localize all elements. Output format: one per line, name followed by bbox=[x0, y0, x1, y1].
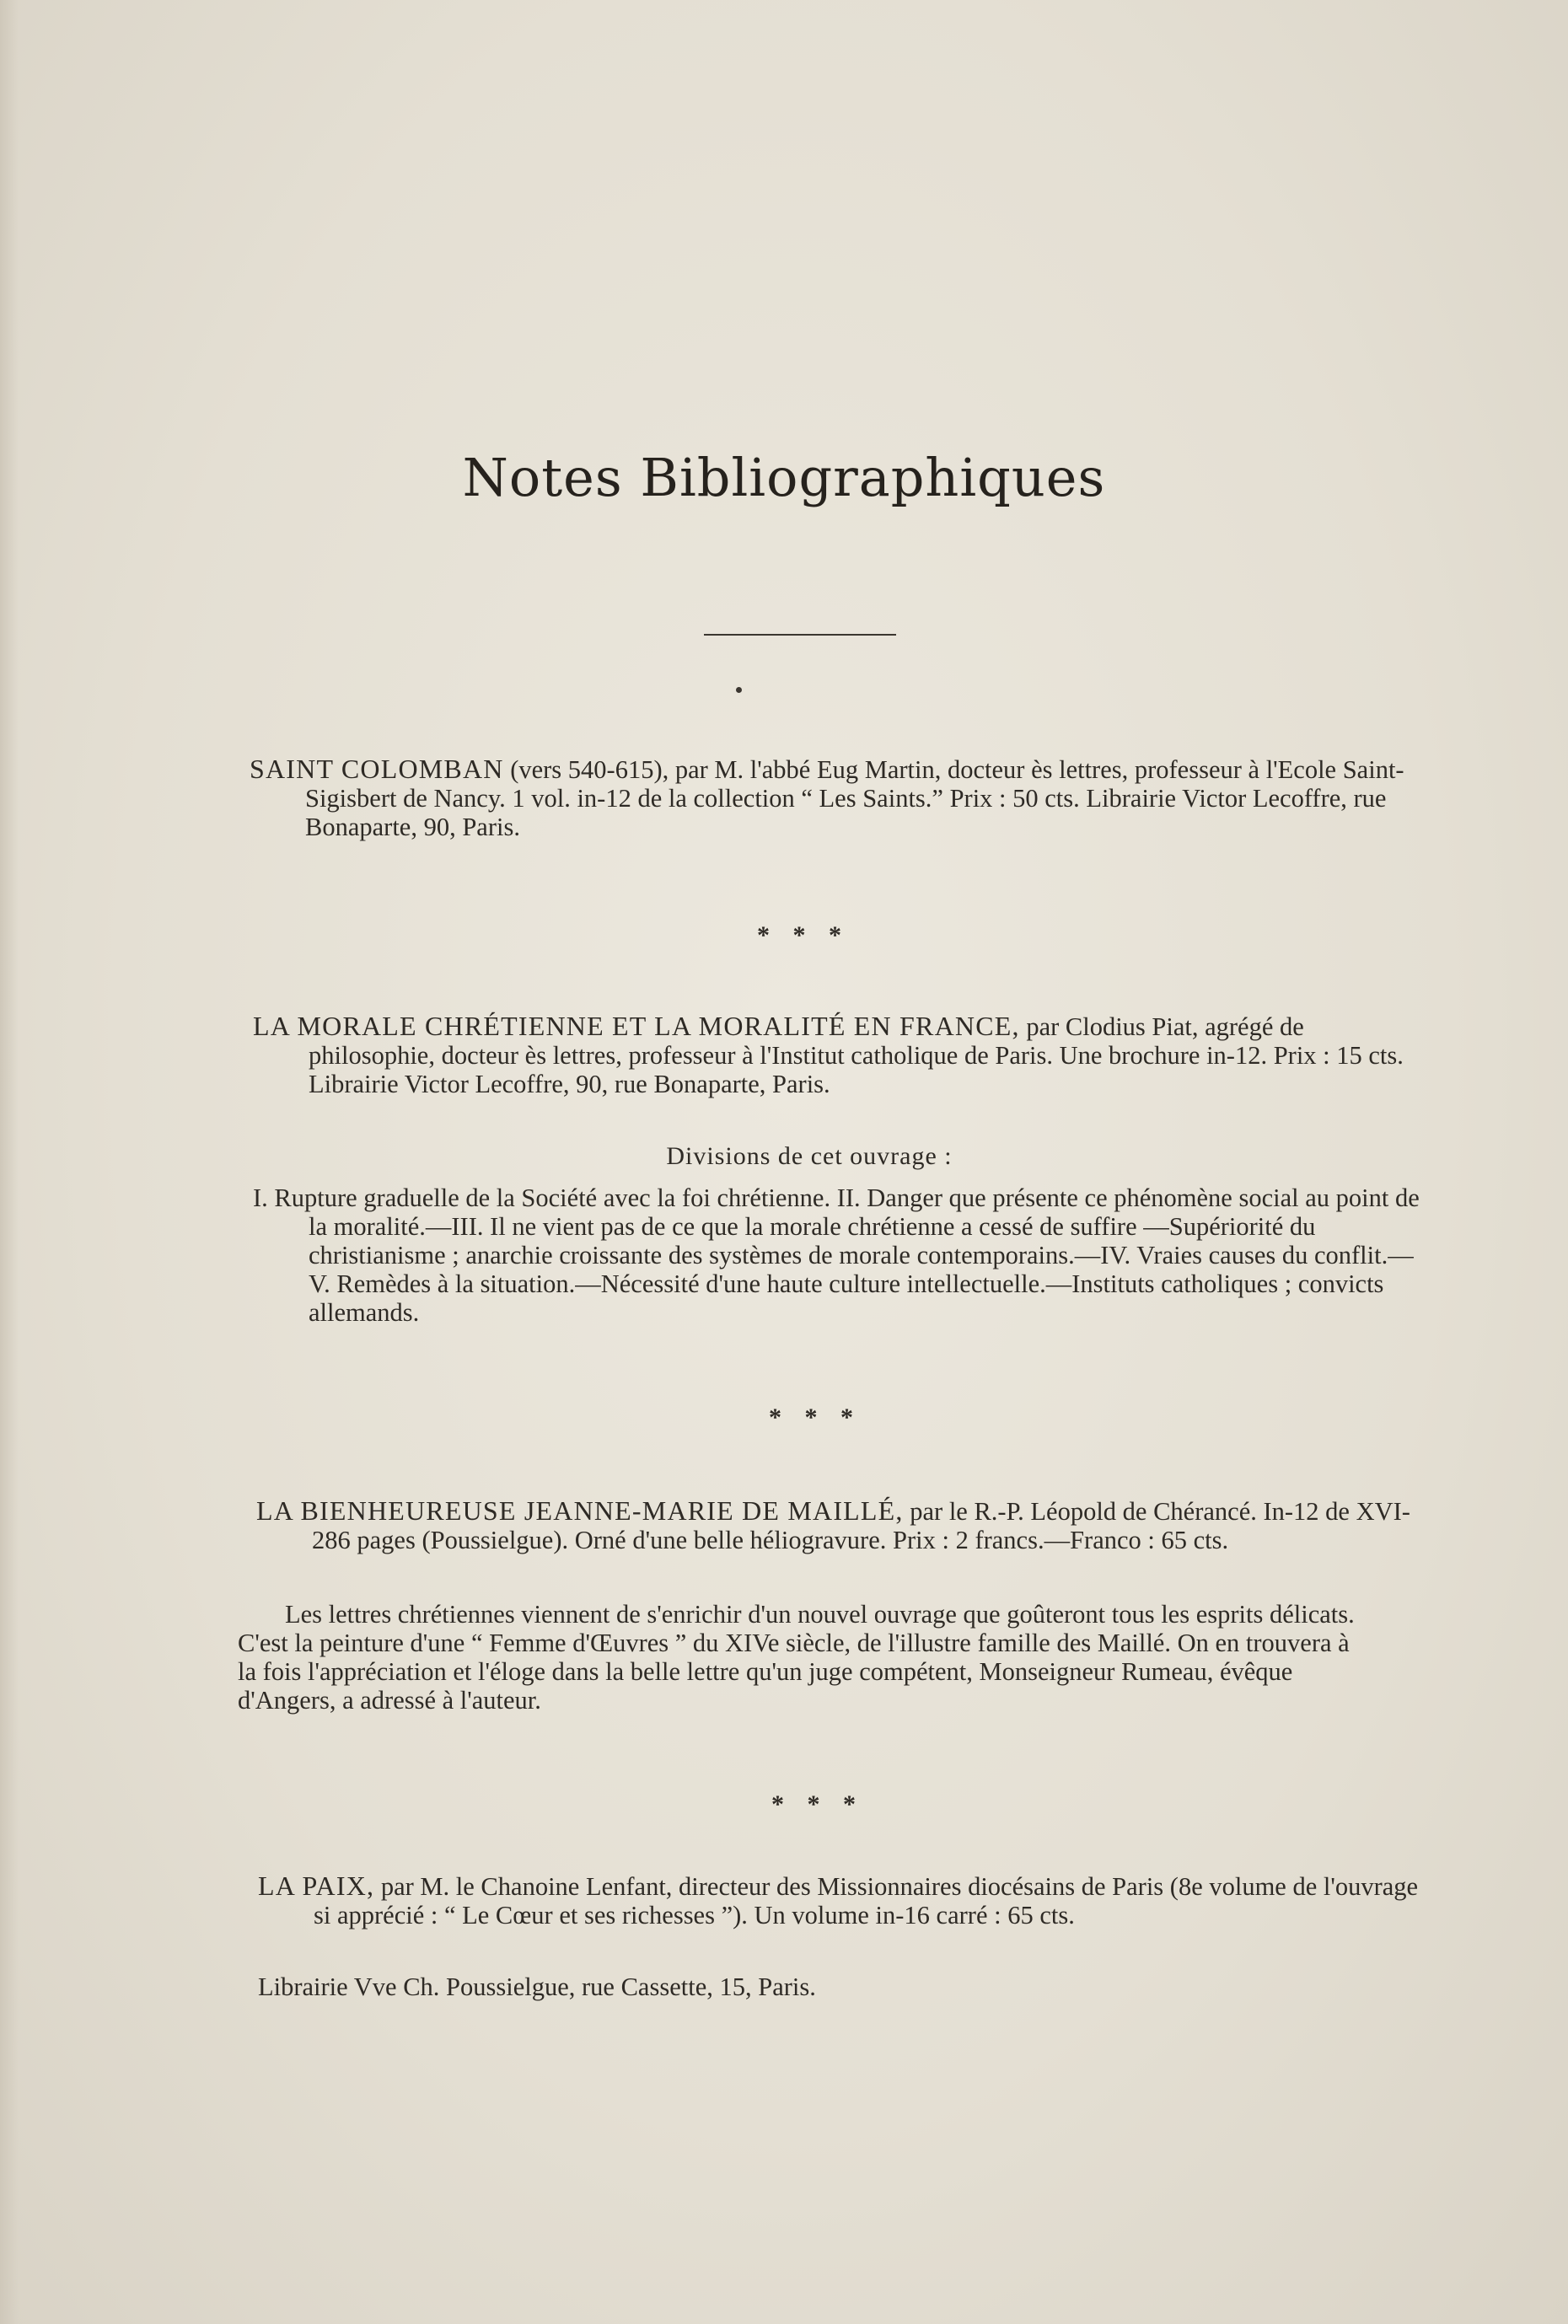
separator: * * * bbox=[769, 1404, 862, 1431]
entry-title: LA MORALE CHRÉTIENNE ET LA MORALITÉ EN FRANCE, bbox=[253, 1011, 1020, 1041]
entry-title: LA BIENHEUREUSE JEANNE-MARIE DE MAILLÉ, bbox=[256, 1495, 904, 1526]
entry-title: LA PAIX, bbox=[258, 1870, 375, 1901]
ink-dot bbox=[736, 687, 742, 693]
entry-jeanne-marie bbox=[256, 1496, 1425, 1554]
review-text: Les lettres chrétiennes viennent de s'enrichir d'un nouvel ouvrage que goûteront tous les esprits délicats. C'est la peinture d'une “ Femme d'Œuvres ” du XIVe siècle, de l'illustre famille des Maillé. On en trouvera à la fois l'appréciation et l'éloge dans la belle lettre qu'un juge compétent, Monseigneur Rumeau, évêque d'Angers, a adressé à l'auteur. bbox=[238, 1600, 1355, 1715]
divisions-text: I. Rupture graduelle de la Société avec la foi chrétienne. II. Danger que présente ce phénomène social au point de la moralité.—III. Il ne vient pas de ce que la morale chrétienne a cessé de suffire —Supériorité du christianisme ; anarchie croissante des systèmes de morale contemporains.—IV. Vraies causes du conflit.—V. Remèdes à la situation.—Nécessité d'une haute culture intellectuelle.—Instituts catholiques ; convicts allemands. bbox=[253, 1183, 1420, 1327]
separator: * * * bbox=[771, 1790, 864, 1818]
title-rule bbox=[704, 634, 896, 636]
entry-description: par M. le Chanoine Lenfant, directeur des Missionnaires diocésains de Paris (8e volume de l'ouvrage si apprécié : “ Le Cœur et ses richesses ”). Un volume in-16 carré : 65 cts. bbox=[314, 1872, 1419, 1930]
separator: * * * bbox=[757, 921, 850, 949]
page-title: Notes Bibliographiques bbox=[462, 447, 1106, 508]
entry-description: par Clodius Piat, agrégé de philosophie, docteur ès lettres, professeur à l'Institut catholique de Paris. Une brochure in-12. Prix : 15 cts. Librairie Victor Lecoffre, 90, rue Bonaparte, Paris. bbox=[309, 1012, 1404, 1098]
entry-saint-colomban bbox=[250, 754, 1418, 841]
page-edge-shadow bbox=[0, 0, 19, 2324]
entry-la-morale bbox=[253, 1012, 1421, 1098]
divisions-heading: Divisions de cet ouvrage : bbox=[666, 1142, 953, 1170]
publisher-line: Librairie Vve Ch. Poussielgue, rue Cassette, 15, Paris. bbox=[258, 1972, 816, 2001]
entry-la-paix bbox=[258, 1871, 1426, 1930]
entry-description: (vers 540-615), par M. l'abbé Eug Martin, docteur ès lettres, professeur à l'Ecole Saint-Sigisbert de Nancy. 1 vol. in-12 de la collection “ Les Saints.” Prix : 50 cts. Librairie Victor Lecoffre, rue Bonaparte, 90, Paris. bbox=[305, 755, 1404, 841]
entry-description: par le R.-P. Léopold de Chérancé. In-12 de XVI-286 pages (Poussielgue). Orné d'une belle héliogravure. Prix : 2 francs.—Franco : 65 cts. bbox=[312, 1497, 1410, 1554]
entry-title: SAINT COLOMBAN bbox=[250, 754, 504, 784]
